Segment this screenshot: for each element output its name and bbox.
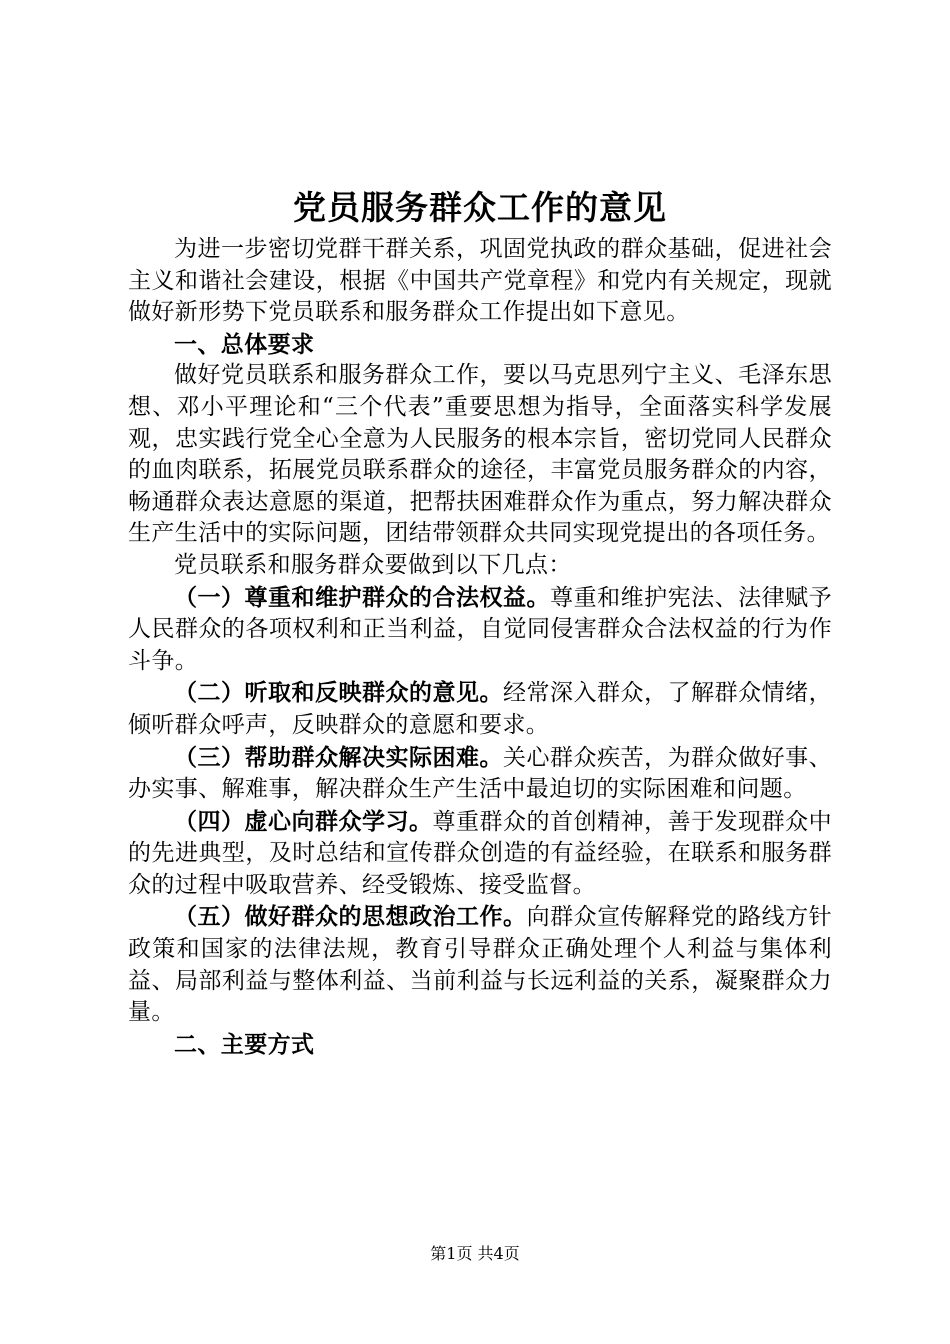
section-heading-general-requirements: 一、总体要求	[174, 330, 315, 358]
document-title: 党员服务群众工作的意见	[293, 188, 667, 227]
point-item-text: 向群众宣传解释党的路线方针政策和国家的法律法规，教育引导群众正确处理个人利益与集体利益、局部利益与整体利益、当前利益与长远利益的关系，凝聚群众力量。	[128, 904, 833, 1026]
point-item-title: （四）虚心向群众学习。	[174, 807, 433, 835]
point-item-title: （三）帮助群众解决实际困难。	[174, 743, 504, 771]
point-item-text: 尊重和维护宪法、法律赋予人民群众的各项权利和正当利益，自觉同侵害群众合法权益的行为作斗争。	[128, 584, 832, 674]
point-item	[128, 677, 832, 741]
document-body	[128, 234, 832, 1060]
point-item	[128, 582, 832, 678]
point-item-title: （二）听取和反映群众的意见。	[174, 679, 504, 707]
section-heading-main-methods: 二、主要方式	[174, 1030, 315, 1058]
point-item-title: （一）尊重和维护群众的合法权益。	[174, 583, 551, 611]
point-item-text: 关心群众疾苦，为群众做好事、办实事、解难事，解决群众生产生活中最迫切的实际困难和问题。	[128, 744, 832, 803]
point-item-text: 经常深入群众，了解群众情绪，倾听群众呼声，反映群众的意愿和要求。	[128, 680, 832, 738]
point-item-text: 尊重群众的首创精神，善于发现群众中的先进典型，及时总结和宣传群众创造的有益经验，在联系和服务群众的过程中吸取营养、经受锻炼、接受监督。	[128, 808, 832, 898]
point-item-title: （五）做好群众的思想政治工作。	[174, 903, 527, 931]
point-item	[128, 901, 832, 1028]
point-item	[128, 806, 832, 902]
intro-paragraph: 为进一步密切党群干群关系，巩固党执政的群众基础，促进社会主义和谐社会建设，根据《中国共产党章程》和党内有关规定，现就做好新形势下党员联系和服务群众工作提出如下意见。	[128, 236, 832, 326]
points-lead-paragraph: 党员联系和服务群众要做到以下几点：	[174, 551, 572, 578]
point-item	[128, 742, 832, 806]
page-number-footer: 第1页 共4页	[430, 1244, 520, 1263]
general-requirements-paragraph: 做好党员联系和服务群众工作，要以马克思列宁主义、毛泽东思想、邓小平理论和“三个代表”重要思想为指导，全面落实科学发展观，忠实践行党全心全意为人民服务的根本宗旨，密切党同人民群众的血肉联系，拓展党员联系群众的途径，丰富党员服务群众的内容，畅通群众表达意愿的渠道，把帮扶困难群众作为重点，努力解决群众生产生活中的实际问题，团结带领群众共同实现党提出的各项任务。	[128, 362, 832, 547]
